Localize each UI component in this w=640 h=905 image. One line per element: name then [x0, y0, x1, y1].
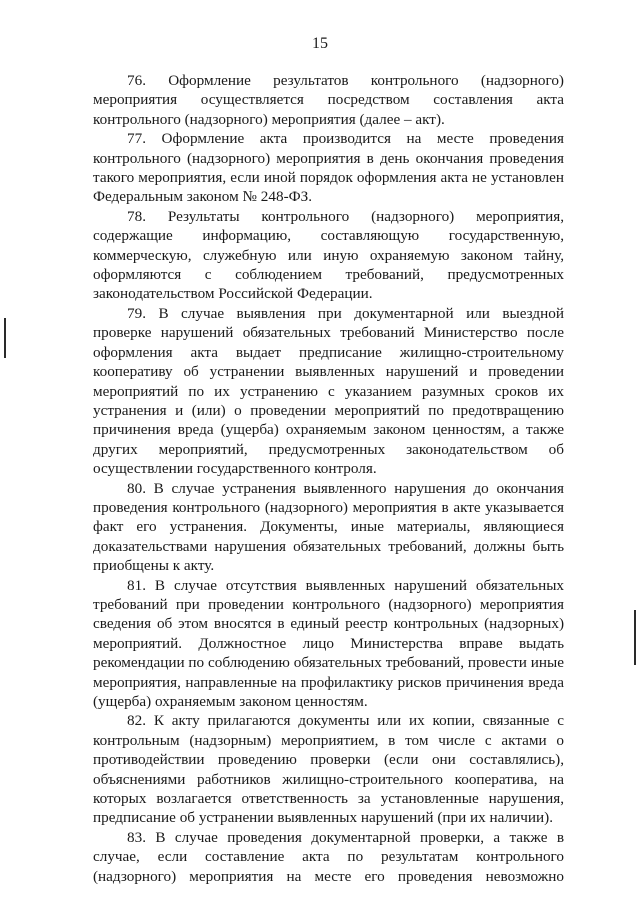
- document-body: [93, 71, 564, 886]
- scan-edge-mark-right: [634, 610, 636, 665]
- paragraph-77: 77. Оформление акта производится на месте проведения контрольного (надзорного) мероприятия в день окончания проведения такого мероприятия, если иной порядок оформления акта не установлен Федеральным законом № 248-ФЗ.: [93, 130, 564, 206]
- paragraph-78: 78. Результаты контрольного (надзорного) мероприятия, содержащие информацию, составляющую государственную, коммерческую, служебную или иную охраняемую законом тайну, оформляются с соблюдением требований, предусмотренных законодательством Российской Федерации.: [93, 207, 564, 303]
- paragraph-83: 83. В случае проведения документарной проверки, а также в случае, если составление акта по результатам контрольного (надзорного) мероприятия на месте его проведения невозможно: [93, 828, 564, 885]
- paragraph-82: 82. К акту прилагаются документы или их копии, связанные с контрольным (надзорным) мероприятием, в том числе с актами о противодействии проведению проверки (если они составлялись), объяснениями работников жилищно-строительного кооператива, на которых возлагается ответственность за установленные нарушения, предписание об устранении выявленных нарушений (при их наличии).: [93, 712, 564, 827]
- paragraph-81: 81. В случае отсутствия выявленных нарушений обязательных требований при проведении контрольного (надзорного) мероприятия сведения об этом вносятся в единый реестр контрольных (надзорных) мероприятий. Должностное лицо Министерства вправе выдать рекомендации по соблюдению обязательных требований, провести иные мероприятия, направленные на профилактику рисков причинения вреда (ущерба) охраняемым законом ценностям.: [93, 576, 564, 710]
- scan-edge-mark-left: [4, 318, 6, 358]
- paragraph-76: 76. Оформление результатов контрольного (надзорного) мероприятия осуществляется посредством составления акта контрольного (надзорного) мероприятия (далее – акт).: [93, 72, 564, 128]
- paragraph-79: 79. В случае выявления при документарной или выездной проверке нарушений обязательных требований Министерство после оформления акта выдает предписание жилищно-строительному кооперативу об устранении выявленных нарушений и проведении мероприятий по их устранению с указанием разумных сроков их устранения и (или) о проведении мероприятий по предотвращению причинения вреда (ущерба) охраняемым законом ценностям, а также других мероприятий, предусмотренных законодательством об осуществлении государственного контроля.: [93, 304, 564, 478]
- page-number: 15: [312, 35, 328, 52]
- paragraph-80: 80. В случае устранения выявленного нарушения до окончания проведения контрольного (надзорного) мероприятия в акте указывается факт его устранения. Документы, иные материалы, являющиеся доказательствами нарушения обязательных требований, должны быть приобщены к акту.: [93, 479, 564, 575]
